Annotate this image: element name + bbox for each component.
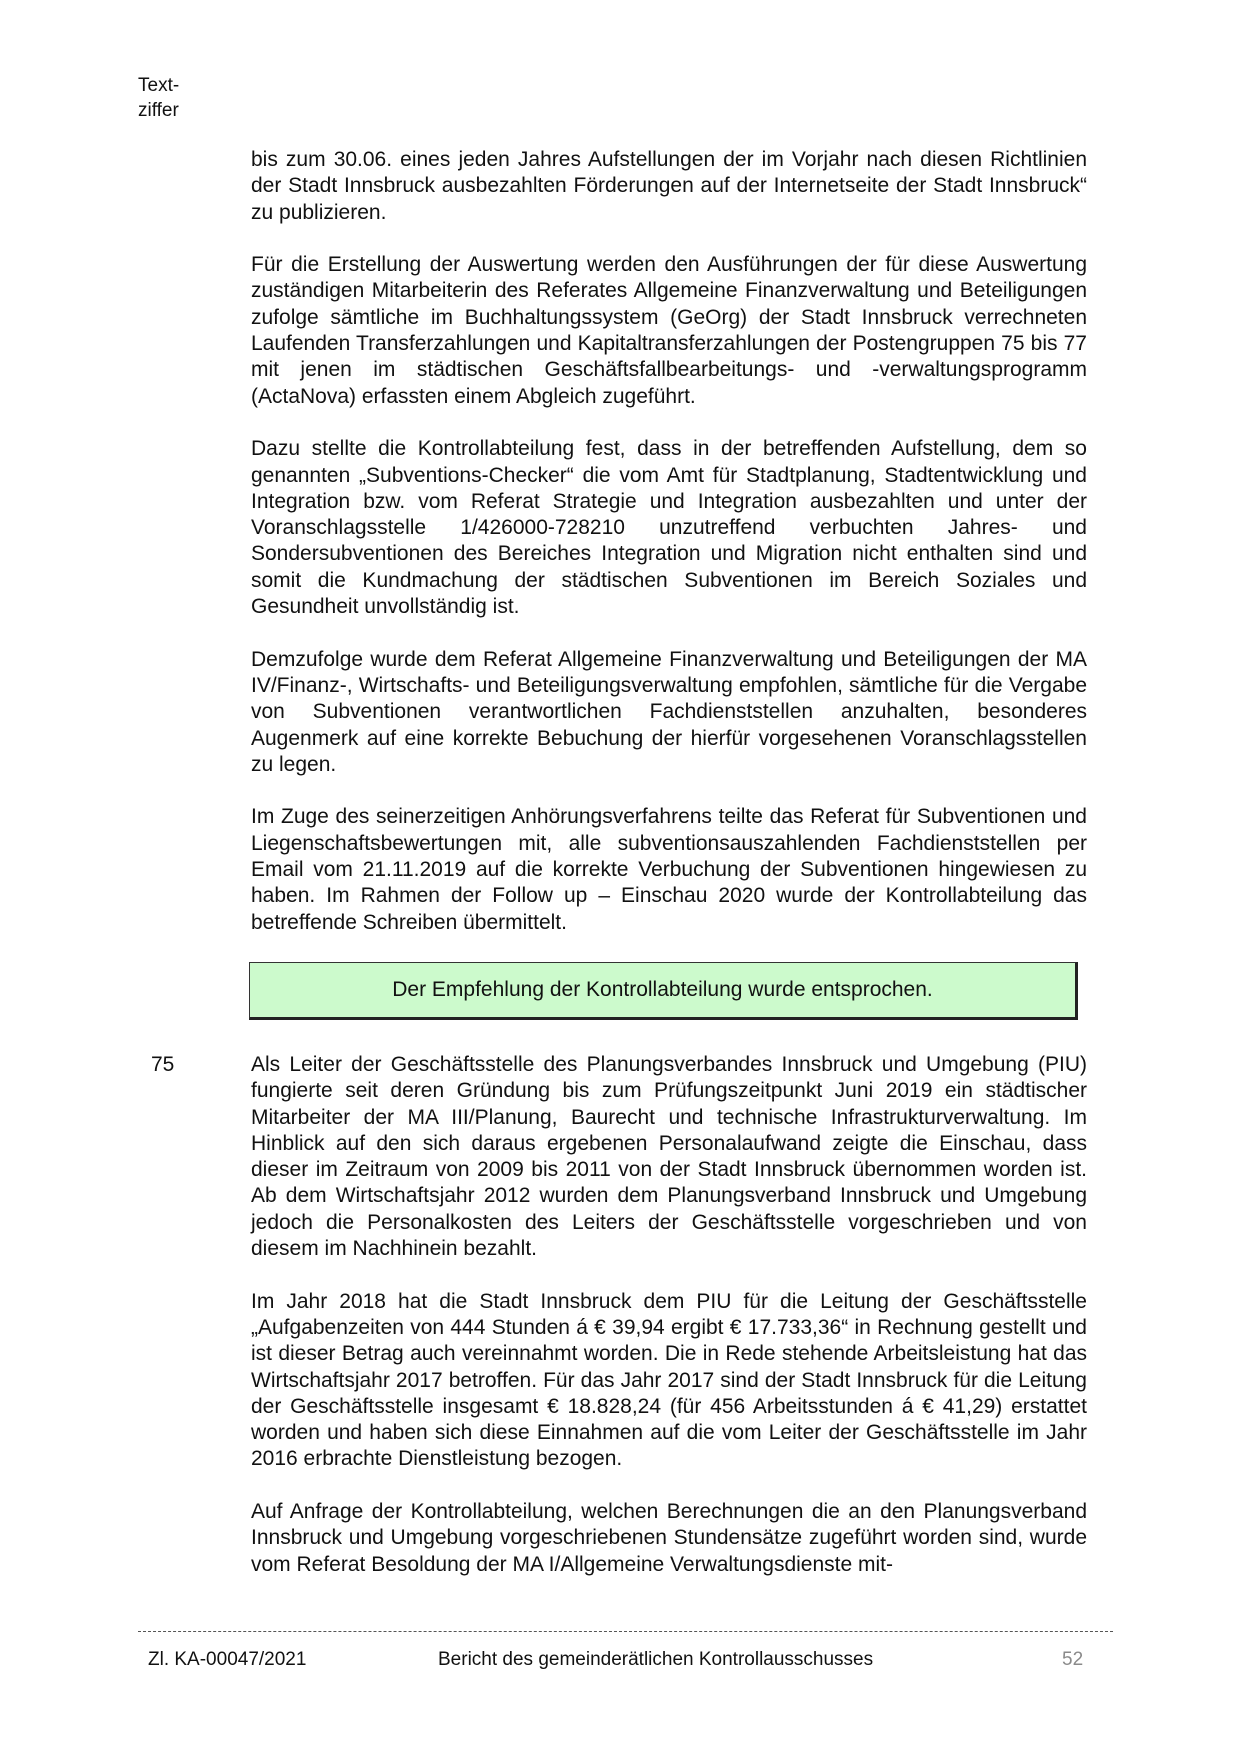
body-text-section-75 [251, 1052, 1087, 1578]
callout-text: Der Empfehlung der Kontrollabteilung wurde entsprochen. [392, 978, 933, 1001]
footer-divider [138, 1631, 1113, 1632]
paragraph: Für die Erstellung der Auswertung werden den Ausführungen der für diese Auswertung zuständigen Mitarbeiterin des Referates Allgemeine Finanzverwaltung und Beteiligungen zufolge sämtliche im Buchhaltungssystem (GeOrg) der Stadt Innsbruck verrechneten Laufenden Transferzahlungen und Kapitaltransferzahlungen der Postengruppen 75 bis 77 mit jenen im städtischen Geschäftsfallbearbeitungs- und -verwaltungsprogramm (ActaNova) erfassten einem Abgleich zugeführt. [251, 253, 1087, 408]
margin-label-line-1: Text- [138, 75, 180, 96]
footer-reference: Zl. KA-00047/2021 [148, 1649, 307, 1670]
recommendation-callout-box [249, 962, 1078, 1020]
paragraph: bis zum 30.06. eines jeden Jahres Aufstellungen der im Vorjahr nach diesen Richtlinien der Stadt Innsbruck ausbezahlten Förderungen auf der Internetseite der Stadt Innsbruck“ zu publizieren. [251, 148, 1087, 224]
paragraph: Auf Anfrage der Kontrollabteilung, welchen Berechnungen die an den Planungsverband Innsbruck und Umgebung vorgeschriebenen Stundensätze zugeführt worden sind, wurde vom Referat Besoldung der MA I/Allgemeine Verwaltungsdienste mit- [251, 1500, 1087, 1576]
margin-label-line-2: ziffer [138, 100, 179, 121]
margin-label [138, 73, 179, 123]
paragraph: Demzufolge wurde dem Referat Allgemeine Finanzverwaltung und Beteiligungen der MA IV/Finanz-, Wirtschafts- und Beteiligungsverwaltung empfohlen, sämtliche für die Vergabe von Subventionen verantwortlichen Fachdienststellen anzuhalten, besonderes Augenmerk auf eine korrekte Bebuchung der hierfür vorgesehenen Voranschlagsstellen zu legen. [251, 647, 1087, 776]
paragraph: Als Leiter der Geschäftsstelle des Planungsverbandes Innsbruck und Umgebung (PIU) fungierte seit deren Gründung bis zum Prüfungszeitpunkt Juni 2019 ein städtischer Mitarbeiter der MA III/Planung, Baurecht und technische Infrastrukturverwaltung. Im Hinblick auf den sich daraus ergebenen Personalaufwand zeigte die Einschau, dass dieser im Zeitraum von 2009 bis 2011 von der Stadt Innsbruck übernommen worden ist. Ab dem Wirtschaftsjahr 2012 wurden dem Planungsverband Innsbruck und Umgebung jedoch die Personalkosten des Leiters der Geschäftsstelle vorgeschrieben und von diesem im Nachhinein bezahlt. [251, 1053, 1087, 1261]
paragraph: Dazu stellte die Kontrollabteilung fest, dass in der betreffenden Aufstellung, dem so genannten „Subventions-Checker“ die vom Amt für Stadtplanung, Stadtentwicklung und Integration bzw. vom Referat Strategie und Integration ausbezahlten und unter der Voranschlagsstelle 1/426000-728210 unzutreffend verbuchten Jahres- und Sondersubventionen des Bereiches Integration und Migration nicht enthalten sind und somit die Kundmachung der städtischen Subventionen im Bereich Soziales und Gesundheit unvollständig ist. [251, 437, 1087, 619]
body-text-top [251, 147, 1087, 936]
paragraph: Im Zuge des seinerzeitigen Anhörungsverfahrens teilte das Referat für Subventionen und Liegenschaftsbewertungen mit, alle subventionsauszahlenden Fachdienststellen per Email vom 21.11.2019 auf die korrekte Verbuchung der Subventionen hingewiesen zu haben. Im Rahmen der Follow up – Einschau 2020 wurde der Kontrollabteilung das betreffende Schreiben übermittelt. [251, 805, 1087, 934]
page-number: 52 [1062, 1649, 1084, 1670]
section-number: 75 [151, 1053, 175, 1076]
paragraph: Im Jahr 2018 hat die Stadt Innsbruck dem PIU für die Leitung der Geschäftsstelle „Aufgabenzeiten von 444 Stunden á € 39,94 ergibt € 17.733,36“ in Rechnung gestellt und ist dieser Betrag auch vereinnahmt worden. Die in Rede stehende Arbeitsleistung hat das Wirtschaftsjahr 2017 betroffen. Für das Jahr 2017 sind der Stadt Innsbruck für die Leitung der Geschäftsstelle insgesamt € 18.828,24 (für 456 Arbeitsstunden á € 41,29) erstattet worden und haben sich diese Einnahmen auf die vom Leiter der Geschäftsstelle im Jahr 2016 erbrachte Dienstleistung bezogen. [251, 1289, 1087, 1471]
footer-title: Bericht des gemeinderätlichen Kontrollausschusses [438, 1649, 874, 1670]
